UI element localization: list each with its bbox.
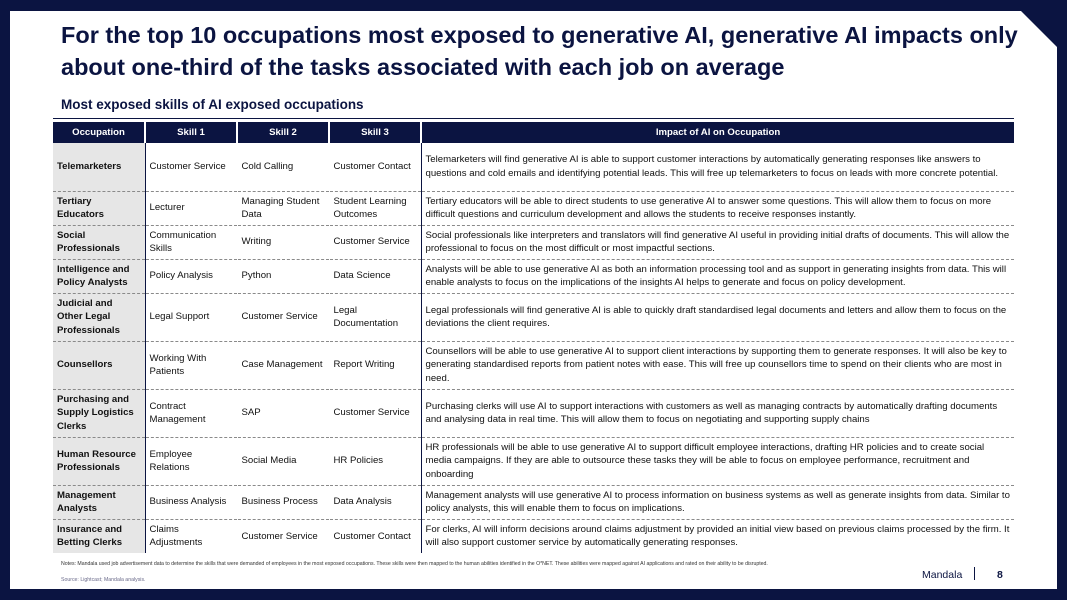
skill-3-cell: Customer Service (329, 225, 421, 259)
page-number: 8 (997, 569, 1003, 581)
occupation-cell: Judicial and Other Legal Professionals (53, 293, 145, 341)
occupation-cell: Counsellors (53, 341, 145, 389)
brand-name: Mandala (922, 569, 963, 581)
skill-1-cell: Legal Support (145, 293, 237, 341)
skill-1-cell: Customer Service (145, 143, 237, 191)
table-row (53, 341, 1014, 389)
table-row (53, 191, 1014, 225)
occupation-cell: Social Professionals (53, 225, 145, 259)
skill-3-cell: HR Policies (329, 437, 421, 485)
table-row (53, 293, 1014, 341)
table-subtitle: Most exposed skills of AI exposed occupations (61, 97, 364, 112)
page-title: For the top 10 occupations most exposed to generative AI, generative AI impacts only about one-third of the tasks associated with each job on average (61, 22, 1018, 80)
skill-1-cell: Contract Management (145, 389, 237, 437)
occupation-cell: Purchasing and Supply Logistics Clerks (53, 389, 145, 437)
skill-1-cell: Business Analysis (145, 485, 237, 519)
skill-2-cell: Business Process (237, 485, 329, 519)
table-header-row (53, 122, 1014, 143)
skill-2-cell: SAP (237, 389, 329, 437)
skill-1-cell: Employee Relations (145, 437, 237, 485)
skill-3-cell: Report Writing (329, 341, 421, 389)
table-row (53, 437, 1014, 485)
occupation-cell: Management Analysts (53, 485, 145, 519)
impact-cell: HR professionals will be able to use generative AI to support difficult employee interactions, drafting HR policies and to create social media campaigns. If they are able to outsource these tasks they will be able to focus on employee performance, recruitment and onboarding (421, 437, 1014, 485)
impact-cell: Management analysts will use generative AI to process information on business systems as well as generate insights from data. Similar to policy analysts, this will enable them to focus on implications. (421, 485, 1014, 519)
slide (10, 11, 1057, 589)
brand-divider (974, 567, 975, 580)
impact-cell: Legal professionals will find generative AI is able to quickly draft standardised legal documents and letters and allow them to focus on the deviations the client requires. (421, 293, 1014, 341)
header-skill-3: Skill 3 (329, 122, 421, 143)
occupation-cell: Insurance and Betting Clerks (53, 519, 145, 553)
impact-cell: Tertiary educators will be able to direct students to use generative AI to answer some questions. This will allow them to focus on more difficult questions and curriculum development and allows the students to receive responses instantly. (421, 191, 1014, 225)
header-skill-1: Skill 1 (145, 122, 237, 143)
impact-cell: Counsellors will be able to use generative AI to support client interactions by supporting them to generate responses. It will also be key to generating standardised reports from patient notes with ease. This will free up counsellors time to spend on their clients who are most in need. (421, 341, 1014, 389)
header-skill-2: Skill 2 (237, 122, 329, 143)
skill-2-cell: Python (237, 259, 329, 293)
skill-2-cell: Social Media (237, 437, 329, 485)
corner-decoration (1021, 11, 1057, 47)
skill-2-cell: Customer Service (237, 519, 329, 553)
occupations-table (53, 122, 1014, 553)
occupation-cell: Tertiary Educators (53, 191, 145, 225)
impact-cell: Analysts will be able to use generative AI as both an information processing tool and as support in generating insights from data. This will enable analysts to focus on the implications of the insights AI helps to generate and focus on policy development. (421, 259, 1014, 293)
occupation-cell: Telemarketers (53, 143, 145, 191)
skill-3-cell: Customer Service (329, 389, 421, 437)
table-row (53, 389, 1014, 437)
impact-cell: Telemarketers will find generative AI is able to support customer interactions by automatically generating responses like answers to questions and cold emails and identifying potential leads. This will free up telemarketers to focus on leads with more concrete potential. (421, 143, 1014, 191)
skill-1-cell: Claims Adjustments (145, 519, 237, 553)
table-row (53, 259, 1014, 293)
table-row (53, 519, 1014, 553)
skill-2-cell: Cold Calling (237, 143, 329, 191)
table-row (53, 485, 1014, 519)
skill-2-cell: Managing Student Data (237, 191, 329, 225)
skill-2-cell: Case Management (237, 341, 329, 389)
footnote-source: Source: Lightcast; Mandala analysis. (61, 577, 146, 583)
impact-cell: For clerks, AI will inform decisions around claims adjustment by provided an initial view based on previous claims processed by the firm. It will also support customer service by automatically generating responses. (421, 519, 1014, 553)
skill-3-cell: Data Analysis (329, 485, 421, 519)
table-row (53, 143, 1014, 191)
skill-1-cell: Policy Analysis (145, 259, 237, 293)
skill-1-cell: Communication Skills (145, 225, 237, 259)
header-impact: Impact of AI on Occupation (421, 122, 1014, 143)
skill-2-cell: Customer Service (237, 293, 329, 341)
header-occupation: Occupation (53, 122, 145, 143)
skill-3-cell: Data Science (329, 259, 421, 293)
table-row (53, 225, 1014, 259)
occupation-cell: Human Resource Professionals (53, 437, 145, 485)
skill-1-cell: Working With Patients (145, 341, 237, 389)
impact-cell: Social professionals like interpreters and translators will find generative AI useful in providing initial drafts of documents. This will allow the professional to focus on the most difficult or most impactful sections. (421, 225, 1014, 259)
occupation-cell: Intelligence and Policy Analysts (53, 259, 145, 293)
skill-3-cell: Legal Documentation (329, 293, 421, 341)
skill-3-cell: Customer Contact (329, 143, 421, 191)
footnote-notes: Notes: Mandala used job advertisement data to determine the skills that were demanded of employees in the most exposed occupations. These skills were then mapped to the human abilities identified in the O*NET. These abilities were mapped against AI applications and rated on their ability to be disrupted. (61, 561, 768, 567)
skill-3-cell: Student Learning Outcomes (329, 191, 421, 225)
skill-3-cell: Customer Contact (329, 519, 421, 553)
impact-cell: Purchasing clerks will use AI to support interactions with customers as well as managing contracts by automatically drafting documents and analysing data in real time. This will allow them to focus on negotiating and supporting supply chains (421, 389, 1014, 437)
divider (53, 118, 1014, 119)
skill-2-cell: Writing (237, 225, 329, 259)
skill-1-cell: Lecturer (145, 191, 237, 225)
